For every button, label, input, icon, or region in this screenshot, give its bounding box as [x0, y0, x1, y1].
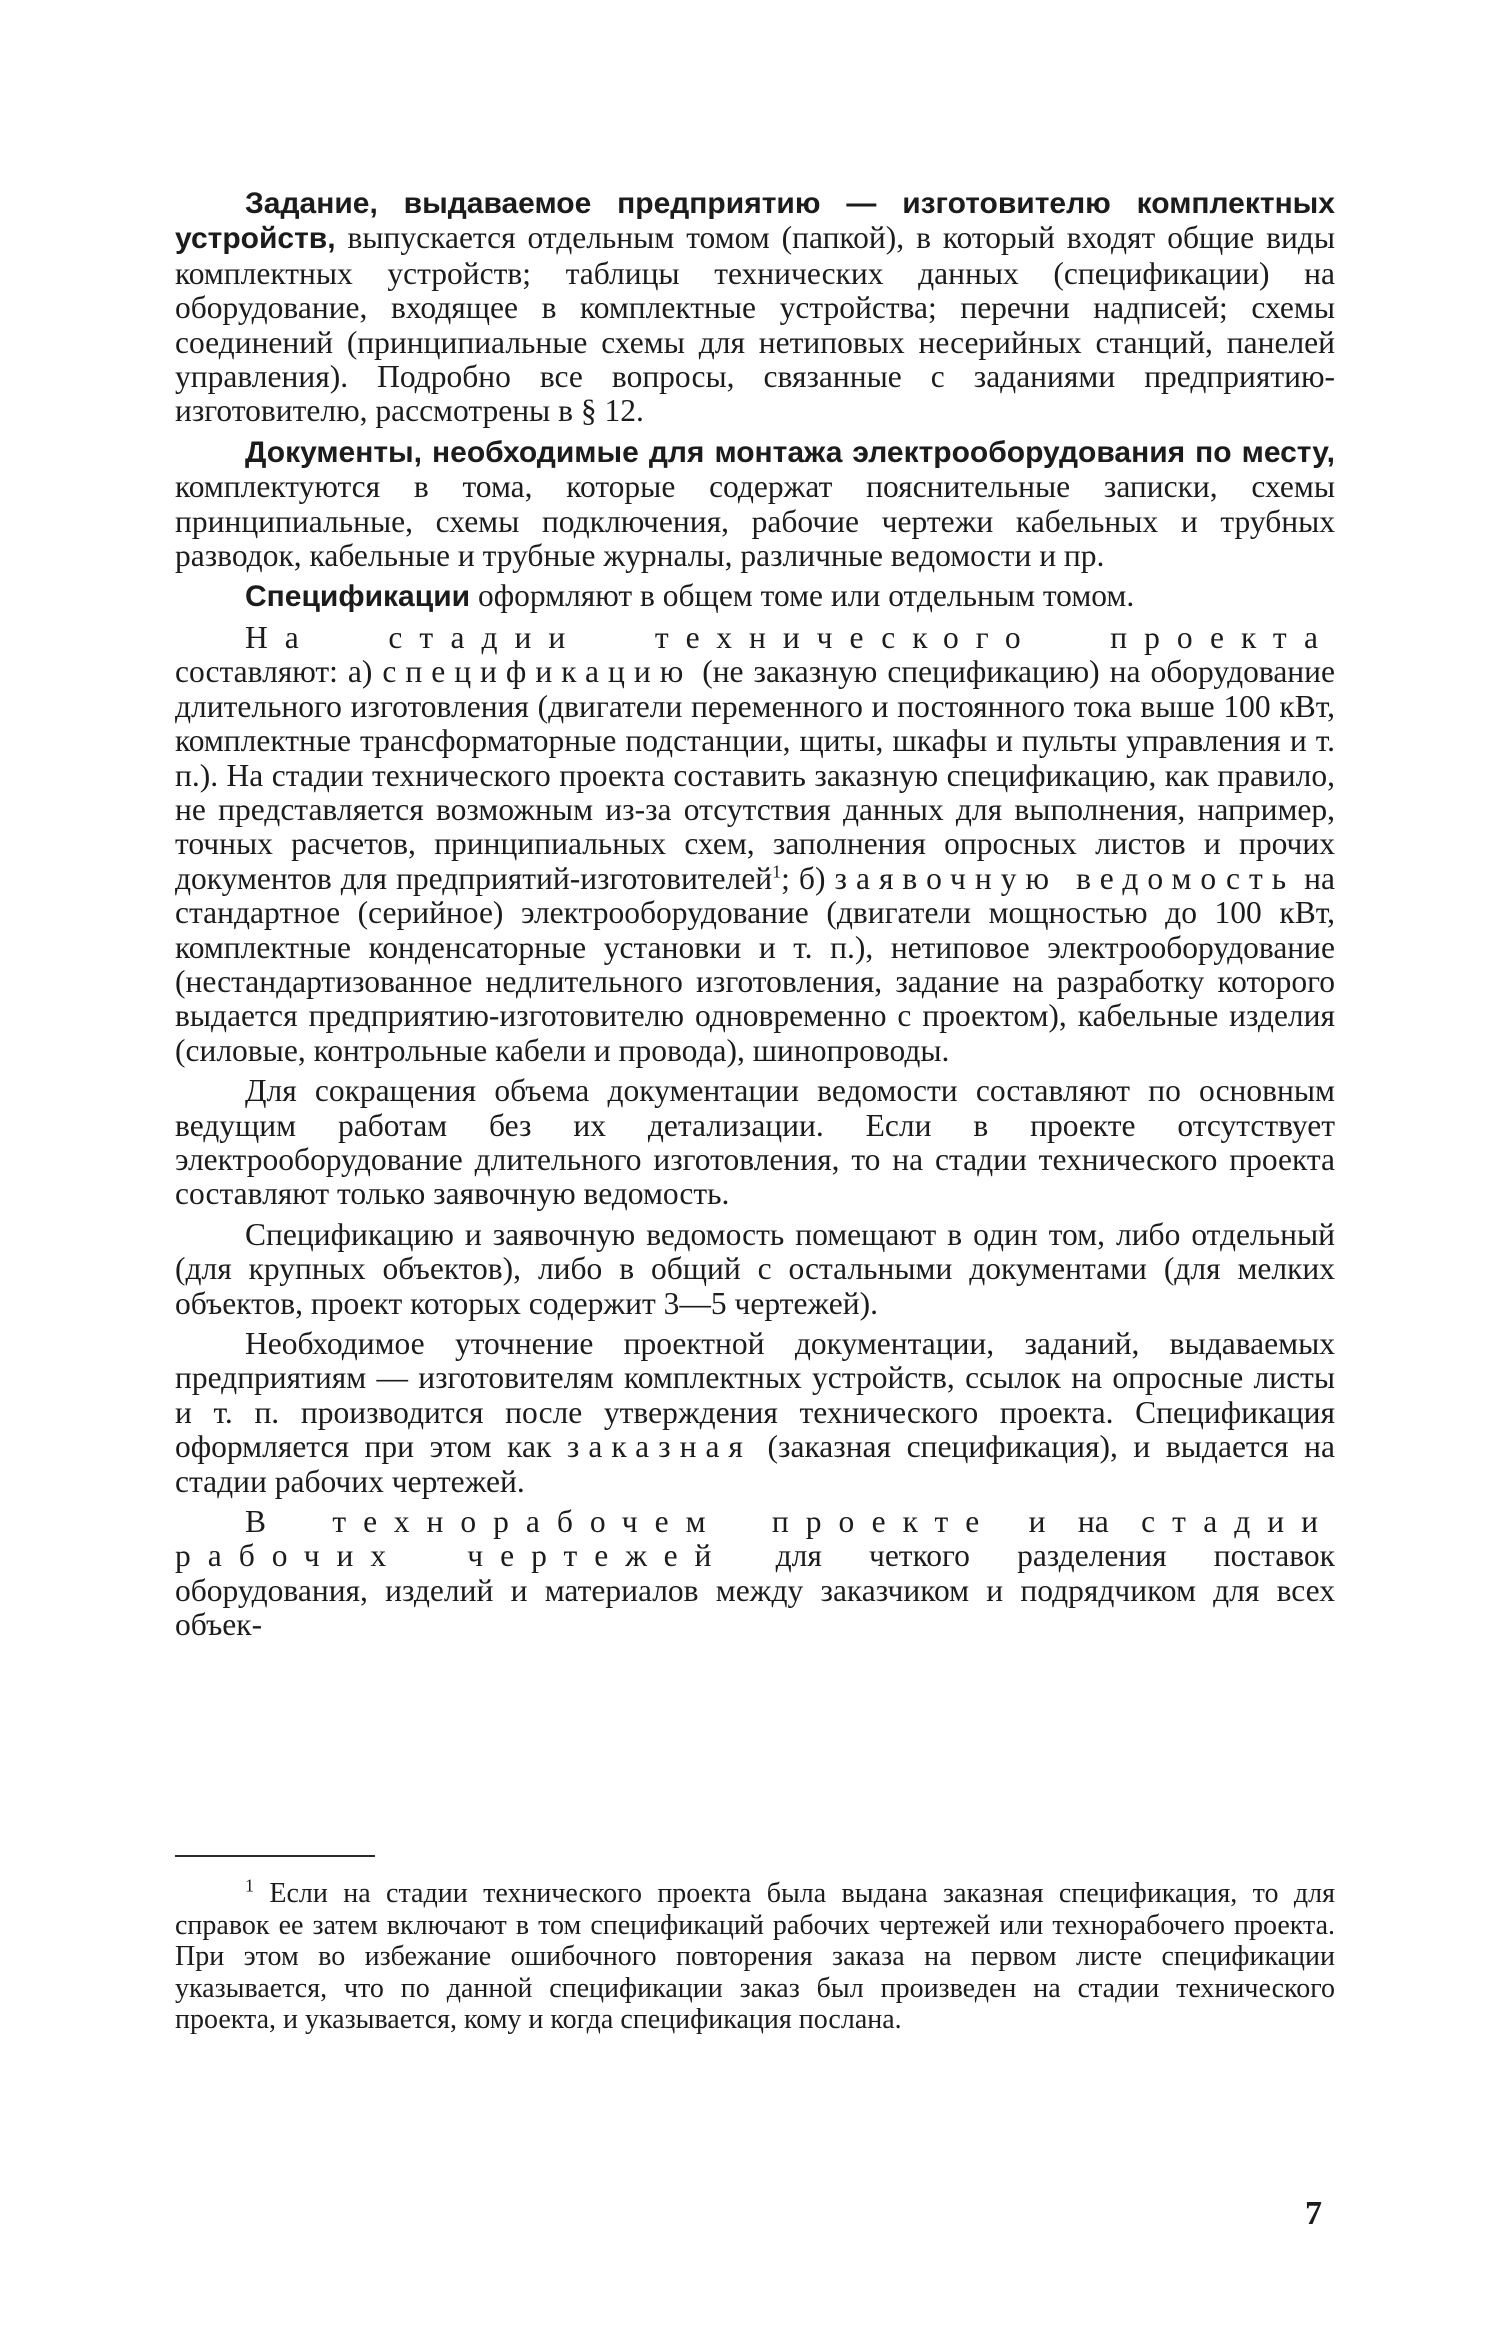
- paragraph-refinement: [175, 1327, 1335, 1499]
- paragraph-specifications: [175, 579, 1335, 614]
- footnote-marker: 1: [245, 1875, 254, 1896]
- paragraph-text: ; б): [781, 860, 835, 896]
- paragraph-lead: Документы, необходимые для монтажа электрооборудования по месту,: [245, 435, 1335, 469]
- footnote: [175, 1875, 1335, 2036]
- paragraph-technical-project-stage: [175, 621, 1335, 1068]
- paragraph-text: для четкого разделения поставок оборудования, изделий и материалов между заказчиком и подрядчиком для всех объек-: [175, 1538, 1335, 1643]
- paragraph-working-drawings: [175, 1505, 1335, 1643]
- paragraph-text: составляют: а): [175, 654, 383, 690]
- paragraph-text: оформляют в общем томе или отдельным томом.: [470, 578, 1135, 614]
- footnote-text: Если на стадии технического проекта была выдана заказная спецификация, то для справок ее затем включают в том спецификаций рабочих чертежей или технорабочего проекта. При этом во избежание ошибочного повторения заказа на первом листе спецификации указывается, что по данной спецификации заказ был произведен на стадии технического проекта, и указывается, кому и когда спецификация послана.: [175, 1878, 1335, 2036]
- spaced-term: В технорабочем проекте: [245, 1504, 997, 1540]
- paragraph-documentation-reduction: [175, 1074, 1335, 1212]
- footnote-reference: 1: [772, 861, 782, 882]
- paragraph-text: выпускается отдельным томом (папкой), в который входят общие виды комплектных устройств; таблицы технических данных (спецификации) на оборудование, входящее в комплектные устройства; перечни надписей; схемы соединений (принципиальные схемы для нетиповых несерийных станций, панелей управления). Подробно все вопросы, связанные с заданиями предприятию-изготовителю, рассмотрены в § 12.: [175, 220, 1335, 429]
- spaced-term: спецификацию: [382, 654, 693, 690]
- paragraph-assignment: [175, 186, 1335, 429]
- paragraph-text: Необходимое уточнение проектной документации, заданий, выдаваемых предприятиям — изготовителям комплектных устройств, ссылок на опросные листы и т. п. производится после утверждения технического проекта. Спецификация оформляется при этом как: [175, 1326, 1335, 1465]
- paragraph-text: (заказная спецификация), и выдается на стадии рабочих чертежей.: [175, 1429, 1335, 1499]
- paragraph-text: (не заказную спецификацию) на оборудование длительного изготовления (двигатели переменного и постоянного тока выше 100 кВт, комплектные трансформаторные подстанции, щиты, шкафы и пульты управления и т. п.). На стадии технического проекта составить заказную спецификацию, как правило, не представляется возможным из-за отсутствия данных для выполнения, например, точных расчетов, принципиальных схем, заполнения опросных листов и прочих документов для предприятий-изготовителей: [175, 654, 1336, 896]
- spaced-term: стадии рабочих чертежей: [175, 1504, 1335, 1574]
- paragraph-text: на стандартное (серийное) электрооборудование (двигатели мощностью до 100 кВт, комплектные конденсаторные установки и т. п.), нетиповое электрооборудование (нестандартизованное недлительного изготовления, задание на разработку которого выдается предприятию-изготовителю одновременно с проектом), кабельные изделия (силовые, контрольные кабели и провода), шинопроводы.: [175, 860, 1335, 1068]
- paragraph-installation-documents: [175, 435, 1335, 574]
- spaced-term: На стадии технического проекта: [245, 619, 1335, 655]
- paragraph-lead: Спецификации: [245, 580, 471, 614]
- page-number: 7: [1305, 2195, 1322, 2232]
- paragraph-text: Для сокращения объема документации ведомости составляют по основным ведущим работам без их детализации. Если в проекте отсутствует электрооборудование длительного изготовления, то на стадии технического проекта составляют только заявочную ведомость.: [175, 1073, 1335, 1212]
- page-body: [175, 186, 1335, 1643]
- footnote-divider: [175, 1855, 375, 1857]
- paragraph-text: Спецификацию и заявочную ведомость помещают в один том, либо отдельный (для крупных объектов), либо в общий с остальными документами (для мелких объектов, проект которых содержит 3—5 чертежей).: [175, 1216, 1335, 1321]
- paragraph-volume-placement: [175, 1218, 1335, 1321]
- spaced-term: заказная: [566, 1429, 752, 1465]
- paragraph-text: комплектуются в тома, которые содержат пояснительные записки, схемы принципиальные, схемы подключения, рабочие чертежи кабельных и трубных разводок, кабельные и трубные журналы, различные ведомости и пр.: [175, 469, 1335, 574]
- paragraph-text: и на: [996, 1504, 1142, 1540]
- paragraph-lead: Задание, выдаваемое предприятию — изготовителю комплектных устройств,: [175, 187, 1335, 256]
- spaced-term: заявочную ведомость: [834, 860, 1296, 896]
